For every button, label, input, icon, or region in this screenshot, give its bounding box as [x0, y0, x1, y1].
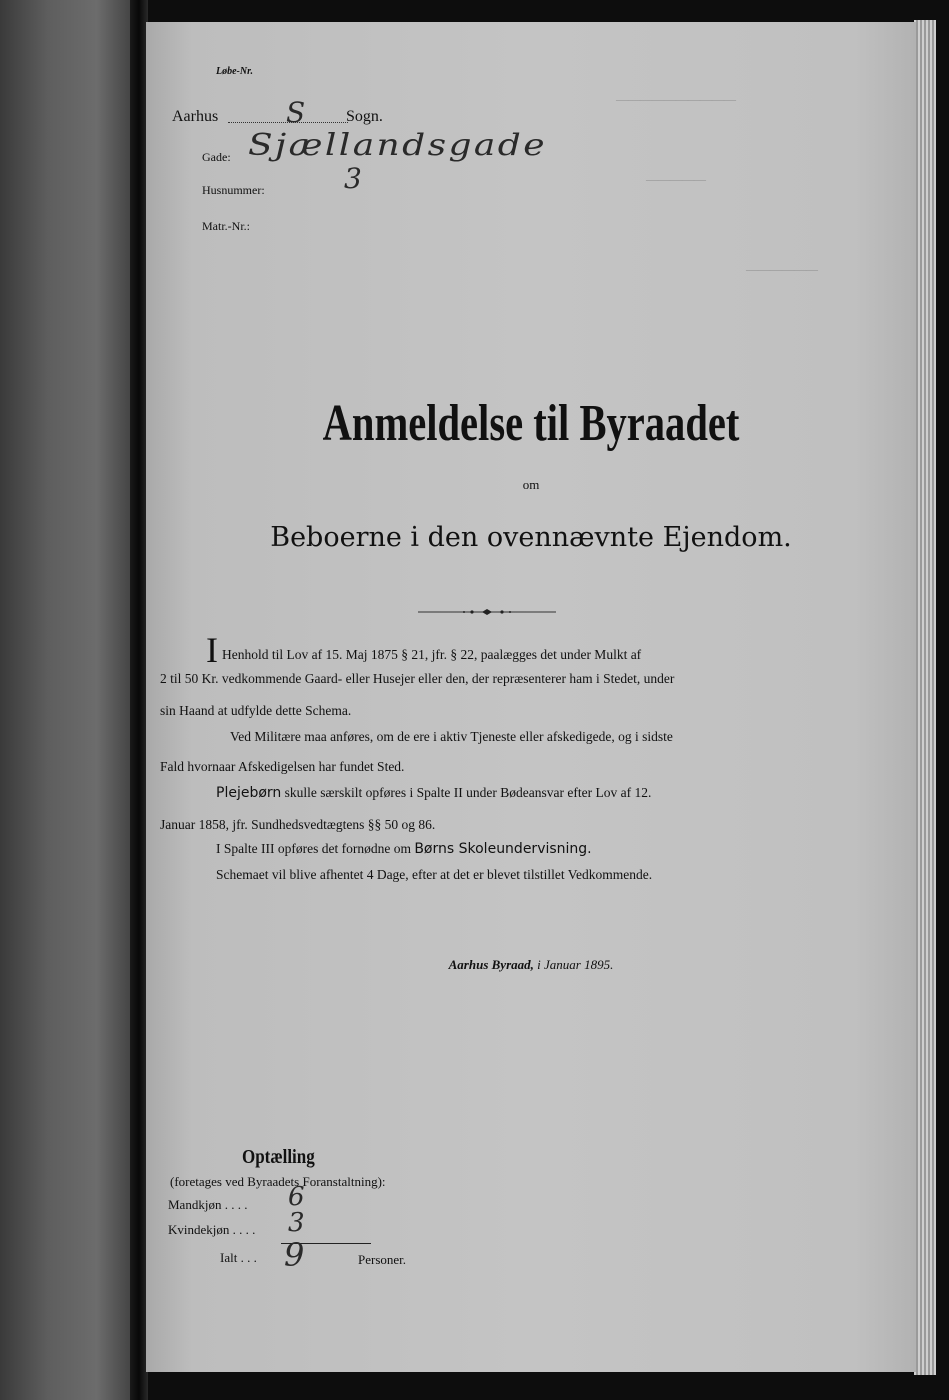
ornament-divider [418, 608, 556, 616]
paragraph-text: Henhold til Lov af 15. Maj 1875 § 21, jfr. § 22, paalægges det under Mulkt af [222, 647, 642, 662]
ialt-value: 9 [284, 1236, 305, 1274]
emphasis-plejeborn: Plejebørn [216, 785, 282, 801]
drop-cap: I [206, 630, 218, 670]
paragraph-2-line-1: Ved Militære maa anføres, om de ere i aktiv Tjeneste eller afskedigede, og i sidste [230, 729, 673, 744]
husnummer-label: Husnummer: [202, 183, 265, 197]
page-stack-edges [914, 20, 936, 1375]
left-page-edge [0, 0, 138, 1400]
paragraph-1-line-1 [206, 632, 876, 668]
gade-label: Gade: [202, 150, 231, 164]
document-page [146, 22, 916, 1372]
paragraph-4 [216, 842, 886, 856]
count-title: Optælling [242, 1146, 315, 1168]
paragraph-5: Schemaet vil blive afhentet 4 Dage, efter at det er blevet tilstillet Vedkommende. [216, 867, 653, 882]
document-subtitle: Beboerne i den ovennævnte Ejendom. [270, 522, 792, 553]
loebe-nr-label: Løbe-Nr. [216, 66, 253, 77]
gade-handwriting: Sjællandsgade [248, 128, 547, 163]
paragraph-text: I Spalte III opføres det fornødne om [216, 841, 411, 856]
matr-nr-label: Matr.-Nr.: [202, 219, 250, 233]
sogn-handwriting: S [286, 96, 306, 129]
ialt-label: Ialt . . . [220, 1250, 257, 1265]
kvindekjon-label: Kvindekjøn . . . . [168, 1222, 256, 1237]
sogn-label: Sogn. [346, 108, 383, 125]
count-note: (foretages ved Byraadets Foranstaltning): [170, 1174, 386, 1189]
paragraph-3-line-1 [216, 786, 886, 800]
paragraph-text: skulle særskilt opføres i Spalte II under Bødeansvar efter Lov af 12. [284, 785, 652, 800]
paragraph-1-line-3: sin Haand at udfylde dette Schema. [160, 703, 352, 718]
issuer-date-line [146, 957, 916, 973]
personer-label: Personer. [358, 1252, 407, 1267]
paragraph-2-line-2: Fald hvornaar Afskedigelsen har fundet Sted. [160, 759, 405, 774]
bleed-through-text: —————————— [616, 92, 736, 106]
mandkjon-label: Mandkjøn . . . . [168, 1197, 248, 1212]
husnummer-handwriting: 3 [344, 162, 362, 195]
issuer: Aarhus Byraad, [448, 957, 534, 972]
paragraph-3-line-2: Januar 1858, jfr. Sundhedsvedtægtens §§ 50 og 86. [160, 817, 436, 832]
mandkjon-value: 6 [288, 1182, 305, 1212]
document-title: Anmeldelse til Byraadet [322, 395, 740, 452]
aarhus-label: Aarhus [172, 108, 219, 125]
kvindekjon-value: 3 [288, 1208, 305, 1238]
emphasis-skoleundervisning: Børns Skoleundervisning. [414, 841, 592, 857]
connector-om: om [522, 477, 540, 492]
issue-date: i Januar 1895. [537, 957, 614, 972]
bleed-through-text: —————— [746, 262, 818, 276]
paragraph-1-line-2: 2 til 50 Kr. vedkommende Gaard- eller Husejer eller den, der repræsenterer ham i Stedet, under [160, 671, 675, 686]
bleed-through-text: ————— [646, 172, 706, 186]
